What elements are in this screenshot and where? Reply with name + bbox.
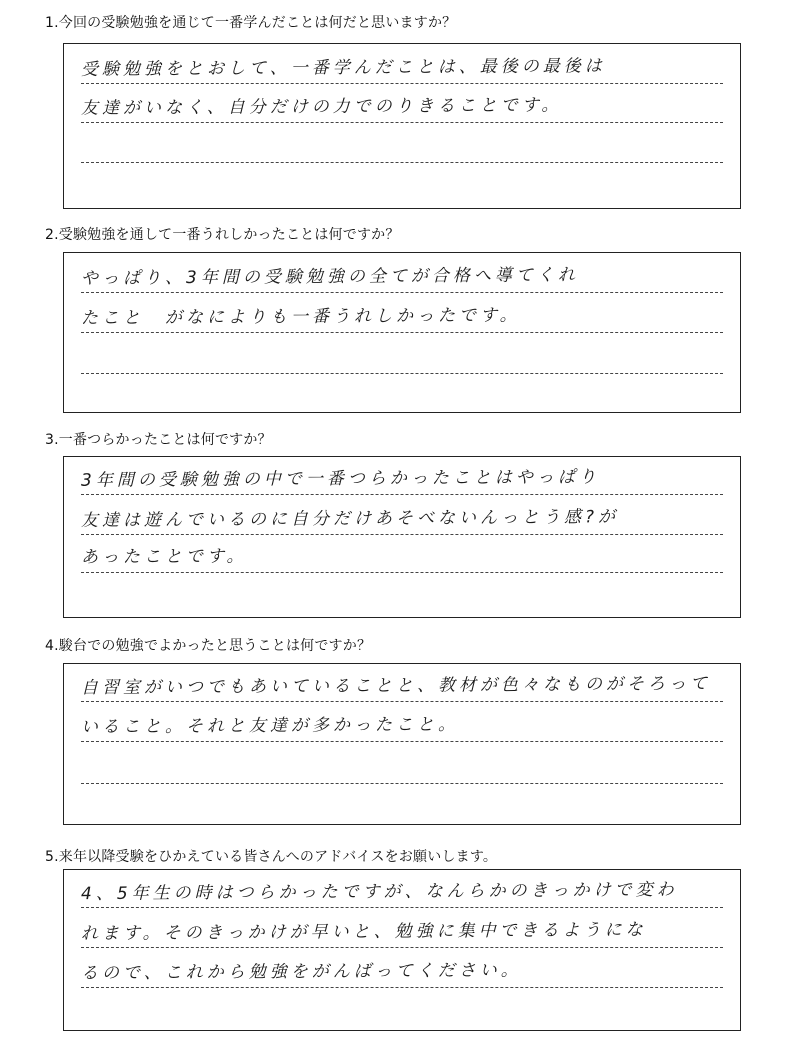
answer-line: 4、5年生の時はつらかったですが、なんらかのきっかけで変わ [81,884,723,900]
answer-line: 友達は遊んでいるのに自分だけあそべないんっとう感?が [81,511,723,527]
question-5-answer-box[interactable] [63,869,741,1031]
question-3-prompt: 3.一番つらかったことは何ですか？ [45,432,272,448]
answer-line: 受験勉強をとおして、一番学んだことは、最後の最後は [81,60,723,76]
question-2-answer-box[interactable] [63,252,741,413]
answer-line: あったことです。 [81,549,723,565]
question-5-prompt: 5.来年以降受験をひかえている皆さんへのアドバイスをお願いします。 [45,849,498,865]
answer-line [81,350,723,366]
answer-line: 自習室がいつでもあいていることと、教材が色々なものがそろって [81,678,723,694]
answer-line [81,139,723,155]
question-4-answer-box[interactable] [63,663,741,825]
answer-line: いること。それと友達が多かったこと。 [81,718,723,734]
answer-line: れます。そのきっかけが早いと、勉強に集中できるようにな [81,924,723,940]
question-1-answer-box[interactable] [63,43,741,209]
question-1-prompt: 1.今回の受験勉強を通じて一番学んだことは何だと思いますか？ [45,15,457,31]
question-4-prompt: 4.駿台での勉強でよかったと思うことは何ですか？ [45,638,372,654]
question-2-prompt: 2.受験勉強を通して一番うれしかったことは何ですか？ [45,227,400,243]
answer-line [81,760,723,776]
answer-line: たこと がなによりも一番うれしかったです。 [81,309,723,325]
question-3-answer-box[interactable] [63,456,741,618]
answer-line: やっぱり、3年間の受験勉強の全てが合格へ導てくれ [81,269,723,285]
answer-line: 友達がいなく、自分だけの力でのりきることです。 [81,99,723,115]
answer-line: 3年間の受験勉強の中で一番つらかったことはやっぱり [81,471,723,487]
answer-line: るので、これから勉強をがんばってください。 [81,964,723,980]
